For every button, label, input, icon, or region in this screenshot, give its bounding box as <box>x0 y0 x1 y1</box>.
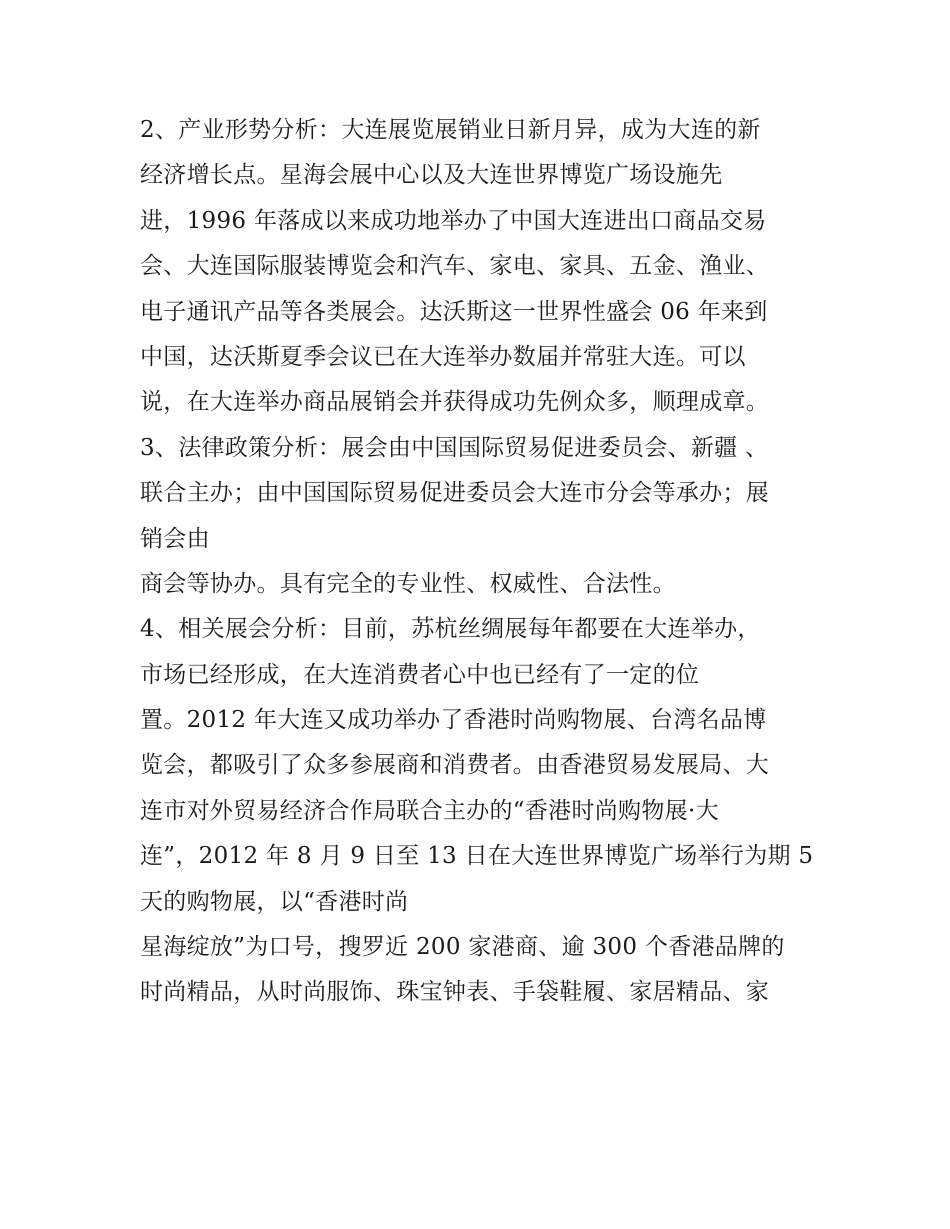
text-line: 说，在大连举办商品展销会并获得成功先例众多，顺理成章。 <box>140 389 770 416</box>
text-line: 销会由 <box>140 525 210 552</box>
text-line: 联合主办；由中国国际贸易促进委员会大连市分会等承办；展 <box>140 480 770 507</box>
text-line: 置。2012 年大连又成功举办了香港时尚购物展、台湾名品博 <box>140 707 767 734</box>
text-line: 3、法律政策分析：展会由中国国际贸易促进委员会、新疆 、 <box>140 434 769 461</box>
text-line: 市场已经形成，在大连消费者心中也已经有了一定的位 <box>140 661 700 688</box>
text-line: 星海绽放”为口号，搜罗近 200 家港商、逾 300 个香港品牌的 <box>140 934 785 961</box>
document-body <box>140 108 840 1016</box>
text-line: 连市对外贸易经济合作局联合主办的“香港时尚购物展·大 <box>140 797 719 824</box>
text-line: 2、产业形势分析：大连展览展销业日新月异，成为大连的新 <box>140 117 761 143</box>
text-line: 会、大连国际服装博览会和汽车、家电、家具、五金、渔业、 <box>140 253 770 280</box>
text-line: 中国，达沃斯夏季会议已在大连举办数届并常驻大连。可以 <box>140 343 746 370</box>
text-line: 览会，都吸引了众多参展商和消费者。由香港贸易发展局、大 <box>140 752 770 779</box>
text-line: 商会等协办。具有完全的专业性、权威性、合法性。 <box>140 570 676 597</box>
text-line: 经济增长点。星海会展中心以及大连世界博览广场设施先 <box>140 162 723 189</box>
text-line: 电子通讯产品等各类展会。达沃斯这一世界性盛会 06 年来到 <box>140 298 768 325</box>
text-line: 时尚精品，从时尚服饰、珠宝钟表、手袋鞋履、家居精品、家 <box>140 979 770 1006</box>
text-line: 进，1996 年落成以来成功地举办了中国大连进出口商品交易 <box>140 207 767 234</box>
text-line: 4、相关展会分析：目前，苏杭丝绸展每年都要在大连举办， <box>140 616 761 643</box>
text-line: 天的购物展，以“香港时尚 <box>140 888 409 915</box>
text-line: 连”，2012 年 8 月 9 日至 13 日在大连世界博览广场举行为期 5 <box>140 843 814 870</box>
